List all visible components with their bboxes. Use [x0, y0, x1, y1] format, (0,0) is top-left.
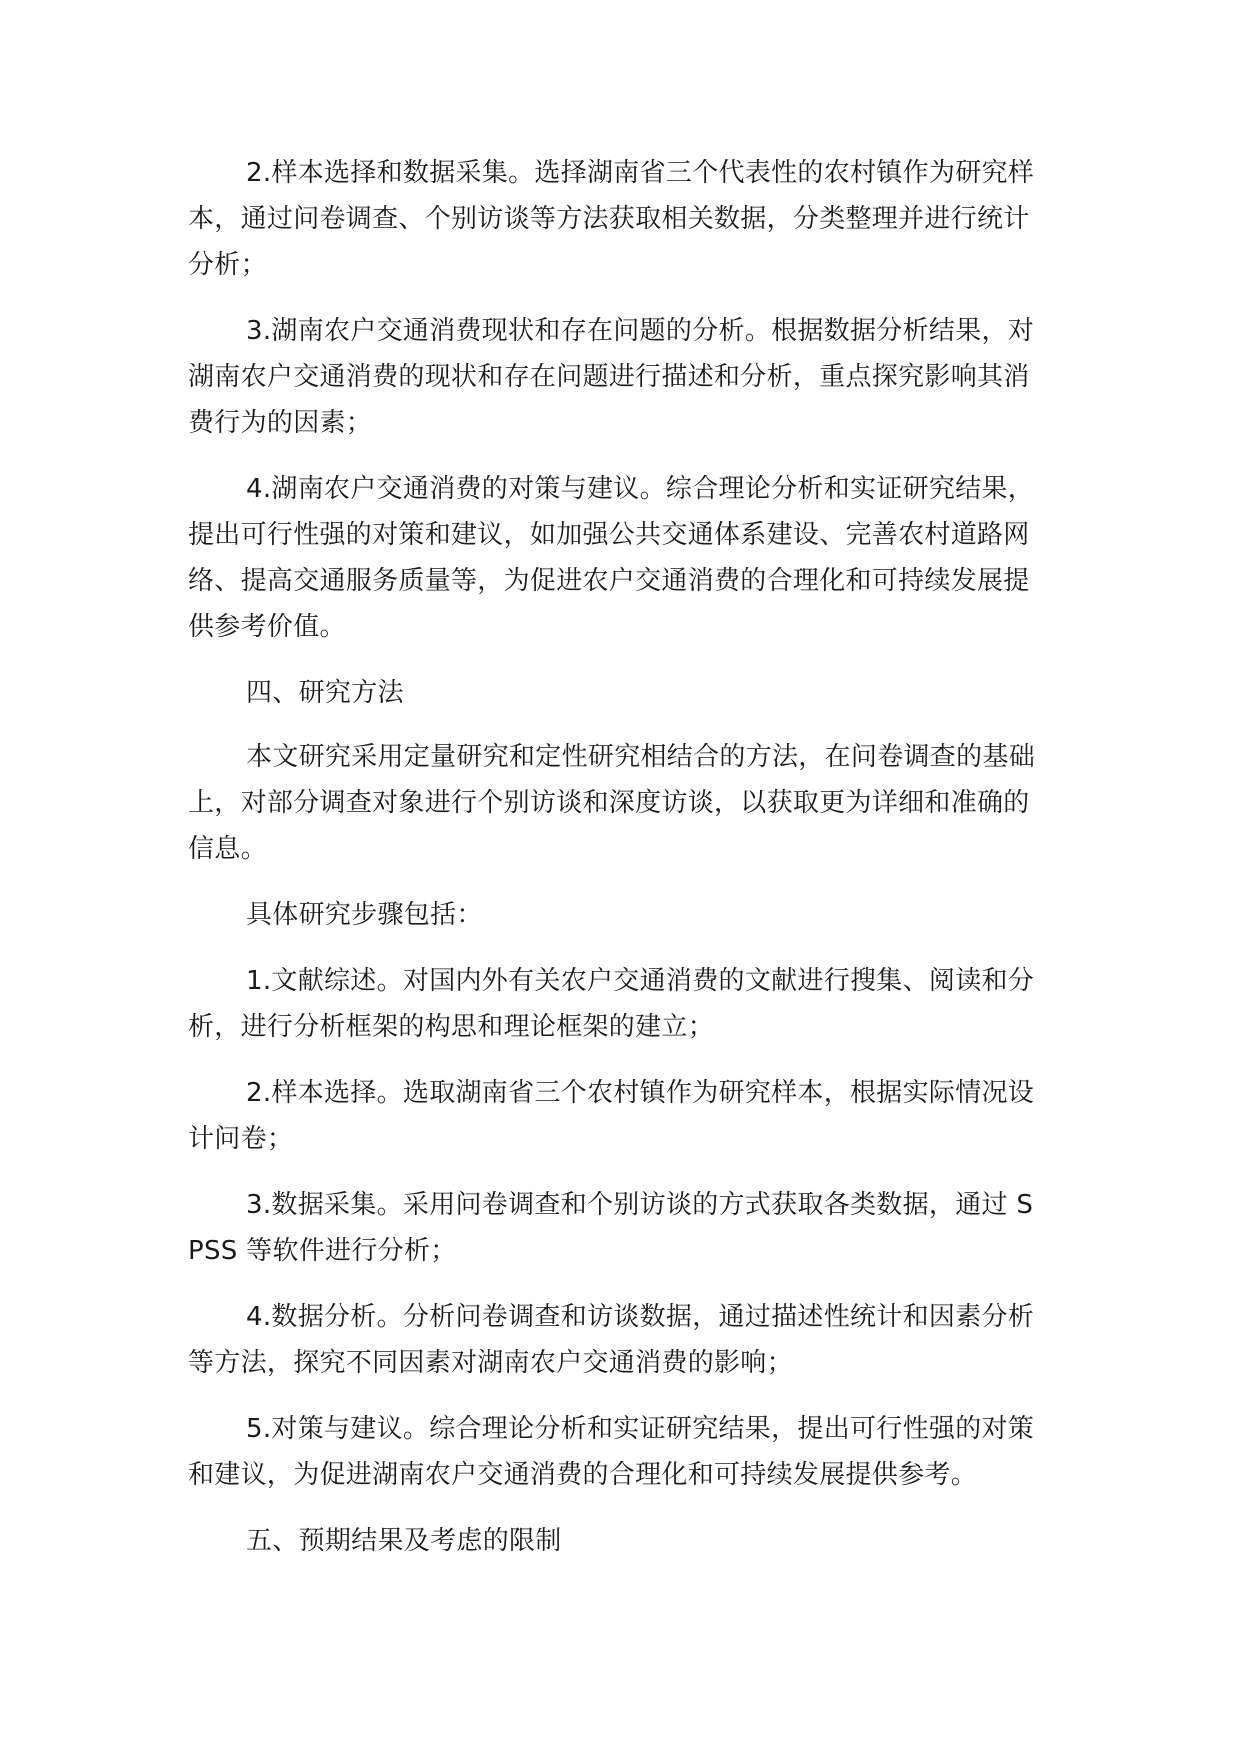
paragraph-step-countermeasures: 5.对策与建议。综合理论分析和实证研究结果，提出可行性强的对策和建议，为促进湖南农户交通消费的合理化和可持续发展提供参考。 — [188, 1414, 1035, 1490]
paragraph-step-sample: 2.样本选择。选取湖南省三个农村镇作为研究样本，根据实际情况设计问卷； — [188, 1078, 1035, 1154]
paragraph-step-data-analysis: 4.数据分析。分析问卷调查和访谈数据，通过描述性统计和因素分析等方法，探究不同因素对湖南农户交通消费的影响； — [188, 1302, 1035, 1378]
paragraph-sample-selection-collection: 2.样本选择和数据采集。选择湖南省三个代表性的农村镇作为研究样本，通过问卷调查、个别访谈等方法获取相关数据，分类整理并进行统计分析； — [188, 158, 1035, 280]
document-page — [188, 150, 1038, 1582]
paragraph-step-literature: 1.文献综述。对国内外有关农户交通消费的文献进行搜集、阅读和分析，进行分析框架的构思和理论框架的建立； — [188, 966, 1035, 1042]
paragraph-countermeasures: 4.湖南农户交通消费的对策与建议。综合理论分析和实证研究结果，提出可行性强的对策和建议，如加强公共交通体系建设、完善农村道路网络、提高交通服务质量等，为促进农户交通消费的合理化和可持续发展提供参考价值。 — [188, 474, 1035, 642]
section-heading-expected-results: 五、预期结果及考虑的限制 — [246, 1526, 562, 1556]
paragraph-step-data-collection: 3.数据采集。采用问卷调查和个别访谈的方式获取各类数据，通过 SPSS 等软件进行分析； — [188, 1190, 1034, 1266]
paragraph-methods-intro: 本文研究采用定量研究和定性研究相结合的方法，在问卷调查的基础上，对部分调查对象进行个别访谈和深度访谈，以获取更为详细和准确的信息。 — [188, 742, 1036, 864]
section-heading-methods: 四、研究方法 — [246, 678, 404, 708]
paragraph-steps-intro: 具体研究步骤包括： — [246, 900, 483, 930]
paragraph-status-analysis: 3.湖南农户交通消费现状和存在问题的分析。根据数据分析结果，对湖南农户交通消费的现状和存在问题进行描述和分析，重点探究影响其消费行为的因素； — [188, 316, 1035, 438]
